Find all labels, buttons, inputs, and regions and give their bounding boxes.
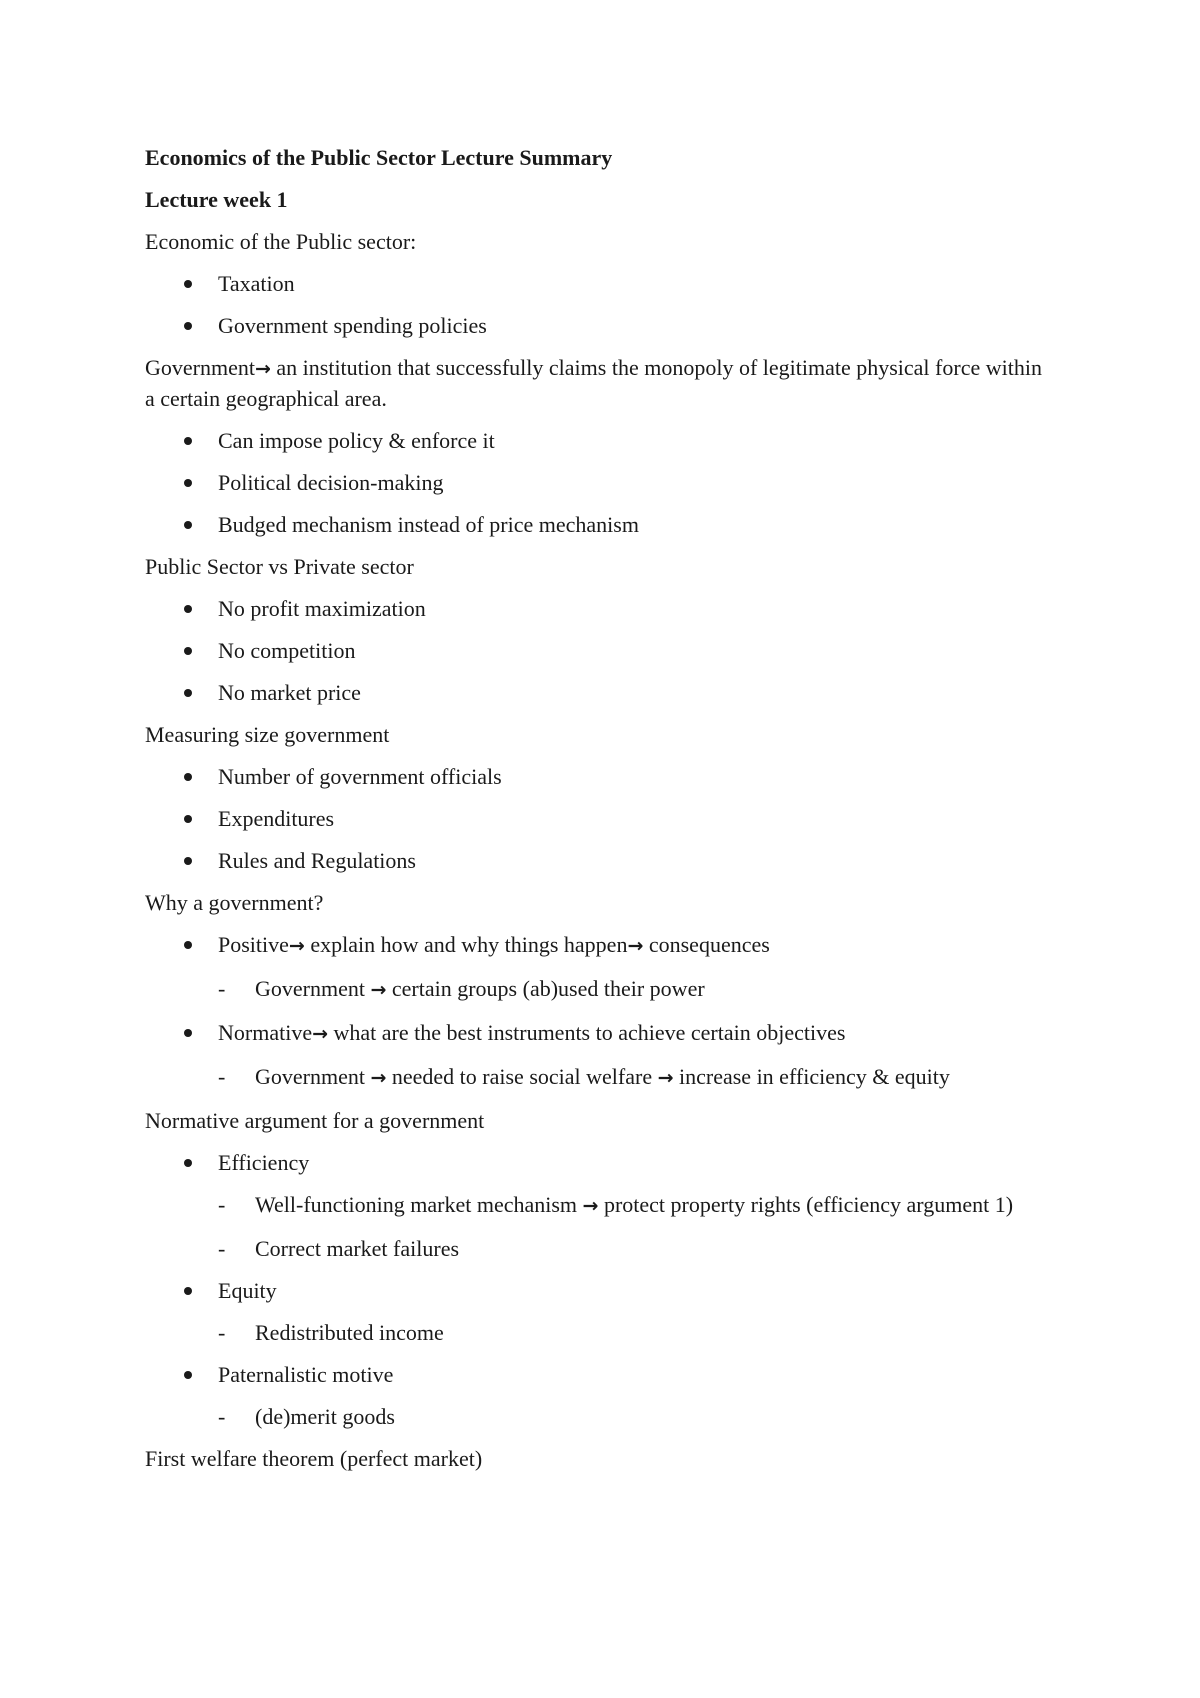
section-heading: Economic of the Public sector: (145, 229, 417, 254)
list-item-text: Number of government officials (218, 764, 502, 789)
list-item-text: Can impose policy & enforce it (218, 428, 495, 453)
list-item-text: No competition (218, 638, 356, 663)
dash-icon: - (218, 1320, 226, 1345)
bullet-icon (184, 857, 192, 865)
document-body (145, 227, 1045, 1473)
sub-list-item-text: Correct market failures (255, 1236, 460, 1261)
list-item-text: Rules and Regulations (218, 848, 416, 873)
list-item (145, 1148, 1045, 1263)
sub-list-item (218, 974, 1045, 1005)
arrow-icon: → (254, 358, 271, 380)
sub-list-item (218, 1062, 1045, 1093)
sub-list-item-text: Well-functioning market mechanism → protect property rights (efficiency argument 1) (255, 1192, 1014, 1217)
bullet-icon (184, 437, 192, 445)
sub-list (218, 1062, 1045, 1093)
list-item-text: No profit maximization (218, 596, 426, 621)
sub-list-item-text: Redistributed income (255, 1320, 444, 1345)
list-item-text: Political decision-making (218, 470, 444, 495)
document-page (145, 143, 1045, 1486)
sub-list (218, 1402, 1045, 1431)
arrow-icon: → (370, 979, 387, 1001)
dash-icon: - (218, 1236, 226, 1261)
bullet-icon (184, 605, 192, 613)
list-item-text: Normative→ what are the best instruments to achieve certain objectives (218, 1020, 846, 1045)
bullet-icon (184, 521, 192, 529)
bullet-icon (184, 647, 192, 655)
sub-list-item (218, 1190, 1045, 1221)
list-item (145, 468, 1045, 497)
bullet-icon (184, 689, 192, 697)
list-item (145, 269, 1045, 298)
bullet-icon (184, 322, 192, 330)
list-item (145, 762, 1045, 791)
sub-list-item-text: Government → certain groups (ab)used their power (255, 976, 705, 1001)
bullet-list (145, 762, 1045, 875)
list-item (145, 1276, 1045, 1347)
list-item (145, 846, 1045, 875)
dash-icon: - (218, 1064, 226, 1089)
lecture-week-heading: Lecture week 1 (145, 187, 288, 212)
sub-list (218, 1318, 1045, 1347)
arrow-icon: → (312, 1023, 329, 1045)
list-item (145, 636, 1045, 665)
bullet-icon (184, 1029, 192, 1037)
list-item-text: Equity (218, 1278, 277, 1303)
list-item-text: Positive→ explain how and why things happen→ consequences (218, 932, 770, 957)
arrow-icon: → (370, 1067, 387, 1089)
section-heading: Public Sector vs Private sector (145, 554, 414, 579)
bullet-icon (184, 1159, 192, 1167)
list-item (145, 1018, 1045, 1093)
bullet-icon (184, 1287, 192, 1295)
sub-list (218, 974, 1045, 1005)
list-item-text: Expenditures (218, 806, 335, 831)
bullet-list (145, 426, 1045, 539)
list-item (145, 804, 1045, 833)
section-heading: Measuring size government (145, 722, 390, 747)
list-item-text: No market price (218, 680, 361, 705)
bullet-icon (184, 280, 192, 288)
sub-list-item (218, 1234, 1045, 1263)
list-item (145, 1360, 1045, 1431)
arrow-icon: → (657, 1067, 674, 1089)
list-item (145, 311, 1045, 340)
arrow-icon: → (627, 935, 644, 957)
list-item-text: Paternalistic motive (218, 1362, 394, 1387)
bullet-list (145, 930, 1045, 1093)
list-item (145, 426, 1045, 455)
document-title: Economics of the Public Sector Lecture Summary (145, 145, 613, 170)
sub-list-item-text: Government → needed to raise social welfare → increase in efficiency & equity (255, 1064, 950, 1089)
list-item (145, 510, 1045, 539)
list-item-text: Budged mechanism instead of price mechanism (218, 512, 639, 537)
dash-icon: - (218, 1404, 226, 1429)
section-heading: Normative argument for a government (145, 1108, 485, 1133)
sub-list-item-text: (de)merit goods (255, 1404, 395, 1429)
bullet-list (145, 594, 1045, 707)
sub-list-item (218, 1318, 1045, 1347)
list-item (145, 594, 1045, 623)
list-item-text: Efficiency (218, 1150, 310, 1175)
bullet-icon (184, 941, 192, 949)
dash-icon: - (218, 976, 226, 1001)
sub-list (218, 1190, 1045, 1263)
list-item (145, 678, 1045, 707)
section-heading: Why a government? (145, 890, 324, 915)
section-heading: Government→ an institution that successfully claims the monopoly of legitimate physical force within a certain geographical area. (145, 355, 1042, 411)
dash-icon: - (218, 1192, 226, 1217)
list-item-text: Taxation (218, 271, 295, 296)
list-item (145, 930, 1045, 1005)
bullet-icon (184, 815, 192, 823)
arrow-icon: → (582, 1195, 599, 1217)
bullet-icon (184, 1371, 192, 1379)
bullet-list (145, 269, 1045, 340)
section-heading: First welfare theorem (perfect market) (145, 1446, 483, 1471)
list-item-text: Government spending policies (218, 313, 487, 338)
arrow-icon: → (288, 935, 305, 957)
bullet-icon (184, 773, 192, 781)
sub-list-item (218, 1402, 1045, 1431)
bullet-list (145, 1148, 1045, 1431)
bullet-icon (184, 479, 192, 487)
